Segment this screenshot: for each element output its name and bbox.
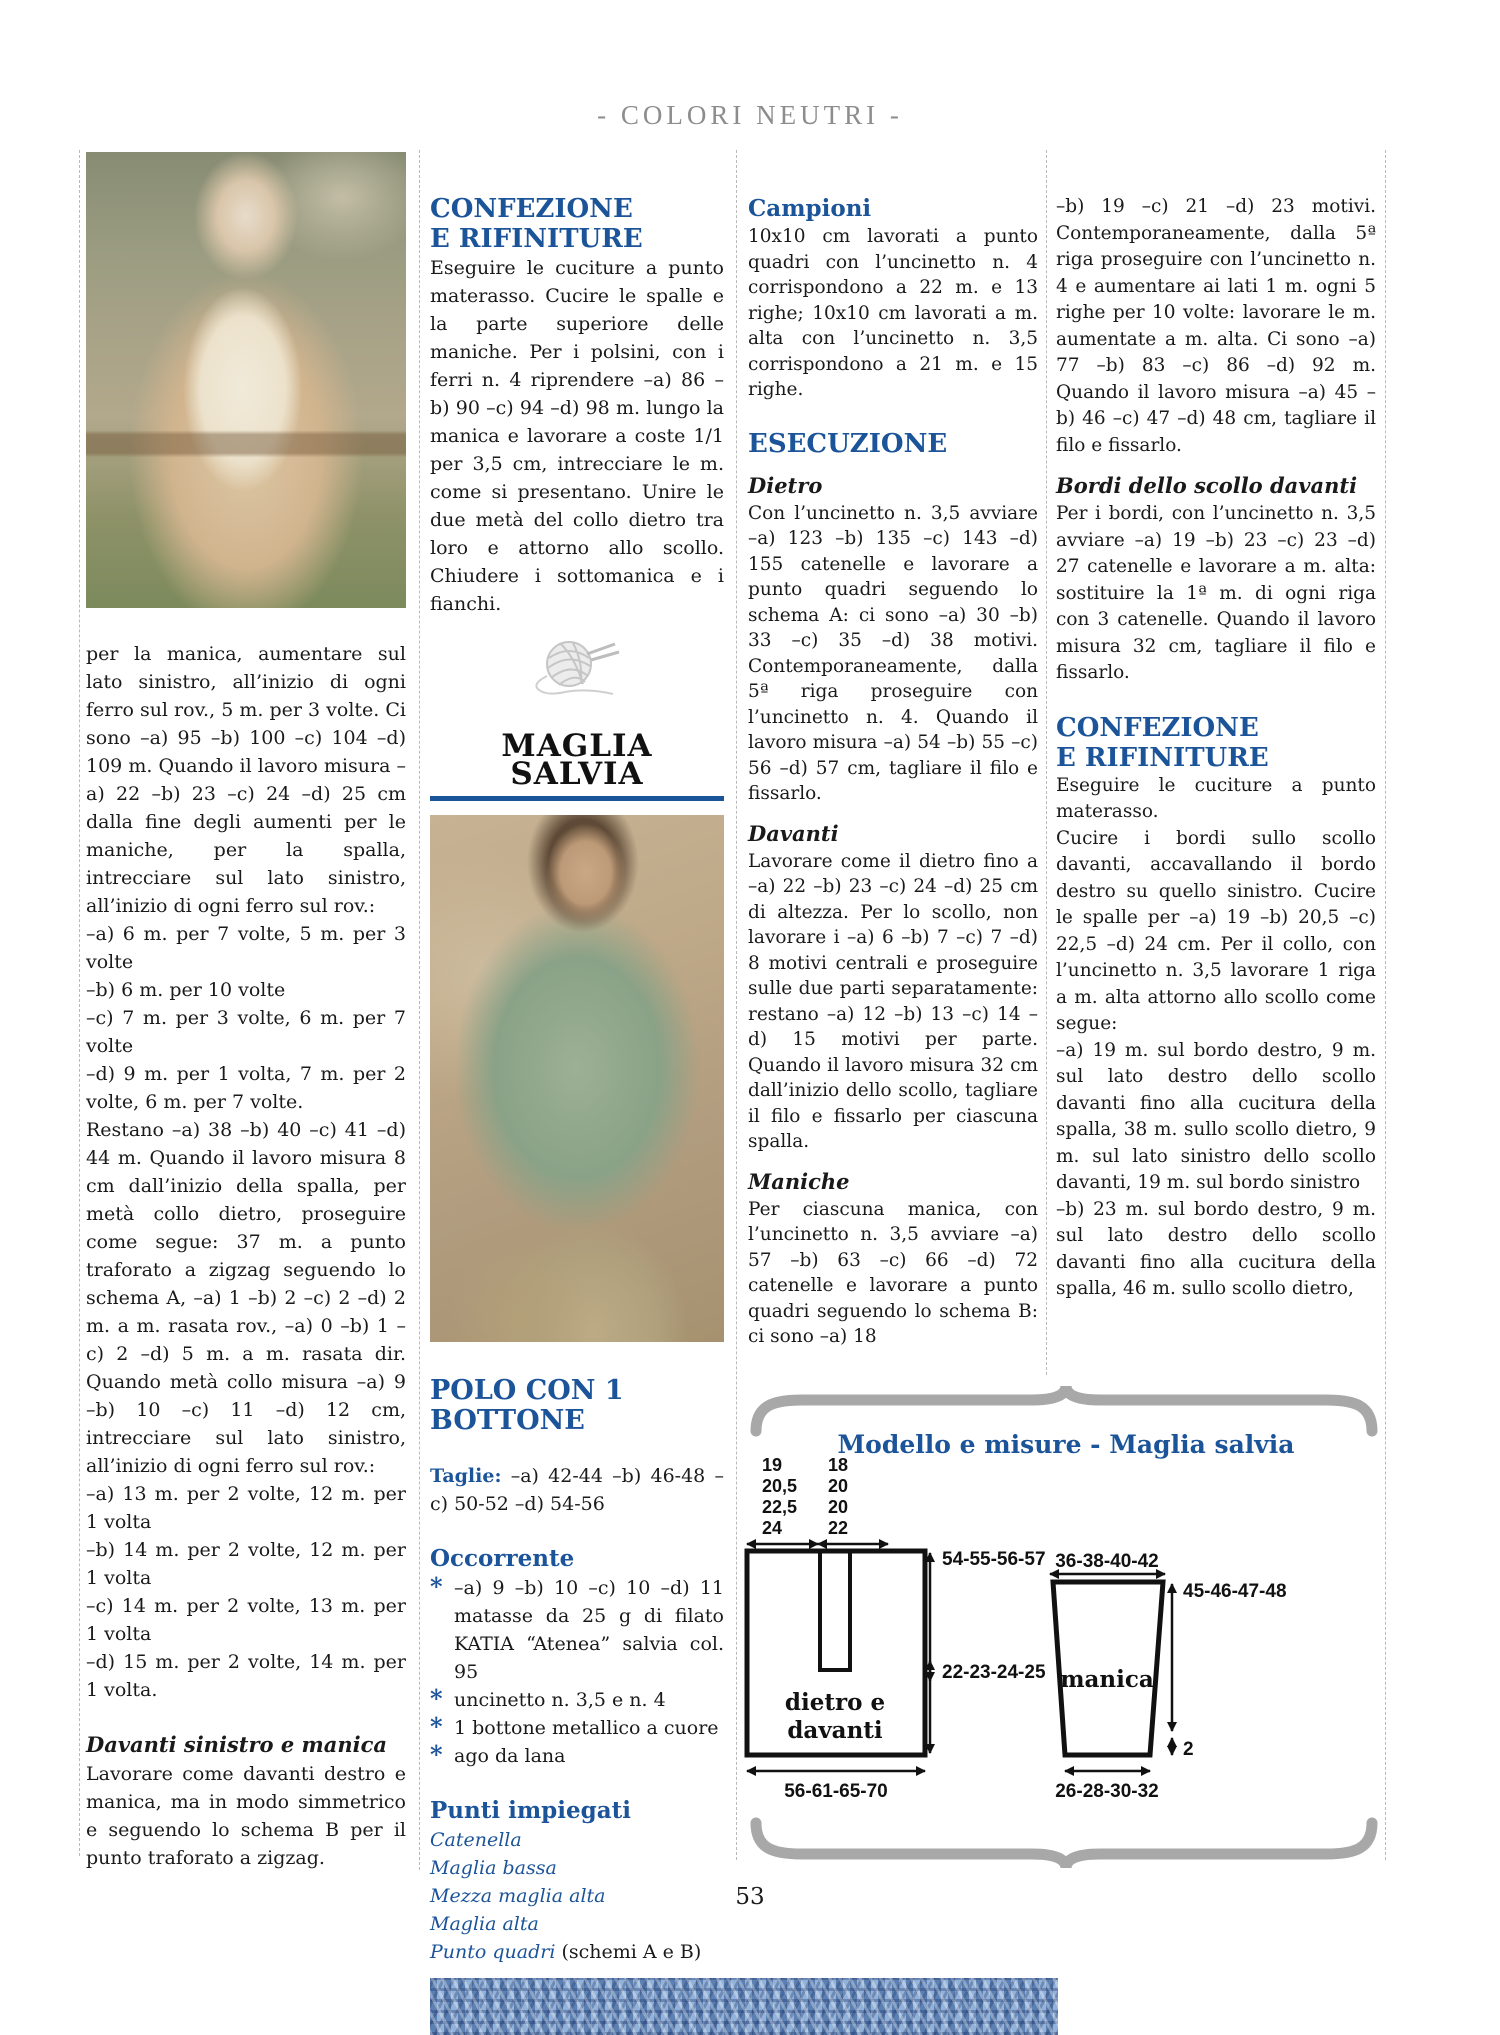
column-divider (1046, 150, 1047, 1375)
campioni-heading: Campioni (748, 195, 872, 222)
diagram-title: Modello e misure - Maglia salvia (837, 1430, 1295, 1459)
instruction-paragraph: –b) 23 m. sul bordo destro, 9 m. sul lato destro dello scollo davanti fino alla cucitura della spalla, 46 m. sullo scollo dietro, (1056, 1198, 1376, 1299)
neck-slit (820, 1551, 850, 1670)
instruction-paragraph: Cucire i bordi sullo scollo davanti, accavallando il bordo destro su quello sinistro. Cucire le spalle per –a) 19 –b) 20,5 –c) 22,5 –d) 24 cm. Per il collo, con l’uncinetto n. 3,5 lavorare 1 riga a m. alta attorno allo scollo come segue: (1056, 827, 1376, 1034)
instruction-line: –d) 9 m. per 1 volta, 7 m. per 2 volte, 6 m. per 7 volte. (86, 1063, 406, 1113)
column-divider (419, 150, 420, 1870)
neck-measure: 20 (828, 1497, 849, 1517)
neck-measure: 20 (828, 1476, 849, 1496)
bottom-brace (756, 1823, 1372, 1868)
instruction-line: –c) 7 m. per 3 volte, 6 m. per 7 volte (86, 1007, 406, 1057)
instruction-paragraph: Eseguire le cuciture a punto materasso. Cucire le spalle e la parte superiore delle maniche. Per i polsini, con i ferri n. 4 riprendere –a) 86 –b) 90 –c) 94 –d) 98 m. lungo la manica e lavorare a coste 1/1 per 3,5 cm, intrecciare le m. come si presentano. Unire le due metà del collo dietro tra loro e attorno allo scollo. Chiudere i sottomanica e i fianchi. (430, 257, 724, 615)
esecuzione-heading: ESECUZIONE (748, 428, 948, 459)
column-divider (736, 150, 737, 1860)
materials-item: * ago da lana (430, 1740, 566, 1769)
asterisk-bullet: * (430, 1712, 443, 1741)
neck-measure: 22 (828, 1518, 849, 1538)
gauge-paragraph: 10x10 cm lavorati a punto quadri con l’uncinetto n. 4 corrispondono a 22 m. e 13 righe; 10x10 cm lavorati a m. alta con l’uncinetto n. 3,5 corrispondono a 21 m. e 15 righe. (748, 226, 1038, 400)
section-heading-confezione-2: CONFEZIONE E RIFINITURE (1056, 712, 1269, 773)
taglie-label: Taglie: (430, 1465, 502, 1487)
instruction-line: –c) 14 m. per 2 volte, 13 m. per 1 volta (86, 1595, 406, 1645)
body-label: davanti (787, 1717, 883, 1744)
stitch-item: Catenella (430, 1829, 522, 1851)
materials-item: * –a) 9 –b) 10 –c) 10 –d) 11 matasse da 25 g di filato KATIA “Atenea” salvia col. 95 (430, 1574, 724, 1686)
instruction-paragraph: Lavorare come davanti destro e manica, ma in modo simmetrico e seguendo lo schema B per il punto traforato a zigzag. (86, 1763, 406, 1869)
neck-measure: 18 (828, 1455, 849, 1475)
instruction-paragraph: Con l’uncinetto n. 3,5 avviare –a) 123 –b) 135 –c) 143 –d) 155 catenelle e lavorare a punto quadri seguendo lo schema A: ci sono –a) 30 –b) 33 –c) 35 –d) 38 motivi. Contemporaneamente, dalla 5ª riga proseguire con l’uncinetto n. 4. Quando il lavoro misura –a) 54 –b) 55 –c) 56 –d) 57 cm, tagliare il filo e fissarlo. (748, 502, 1038, 804)
shoulder-measure: 22,5 (762, 1497, 798, 1517)
body-height-measure: 54-55-56-57 (942, 1549, 1046, 1570)
materials-item: * uncinetto n. 3,5 e n. 4 (430, 1684, 666, 1713)
subheading-davanti-sinistro: Davanti sinistro e manica (86, 1732, 387, 1757)
punti-heading: Punti impiegati (430, 1797, 631, 1824)
sleeve-label: manica (1060, 1666, 1154, 1693)
instruction-paragraph: –b) 19 –c) 21 –d) 23 motivi. Contemporaneamente, dalla 5ª riga proseguire con l’uncinetto n. 4 e aumentare ai lati 1 m. ogni 5 righe per 10 volte: lavorare le m. aumentate a m. alta. Ci sono –a) 77 –b) 83 –c) 86 –d) 92 m. Quando il lavoro misura –a) 45 –b) 46 –c) 47 –d) 48 cm, tagliare il filo e fissarlo. (1056, 196, 1376, 456)
stitch-item: Maglia bassa (430, 1857, 557, 1879)
stitch-item: Mezza maglia alta (430, 1885, 606, 1907)
column-divider (79, 150, 80, 1856)
column-4 (1056, 194, 1376, 1303)
instruction-paragraph: Eseguire le cuciture a punto materasso. (1056, 774, 1376, 822)
column-1 (86, 152, 406, 1872)
photo-sage-polo (430, 815, 724, 1342)
shoulder-measure: 19 (762, 1455, 783, 1475)
body-width-measure: 56-61-65-70 (784, 1781, 888, 1802)
schematic-diagram (740, 1383, 1388, 1883)
sizes-line: Taglie: –a) 42-44 –b) 46-48 –c) 50-52 –d) 54-56 (430, 1465, 724, 1515)
section-heading-confezione: CONFEZIONE E RIFINITURE (430, 194, 643, 254)
column-3 (748, 194, 1038, 1350)
neck-depth-measure: 22-23-24-25 (942, 1662, 1046, 1683)
sleeve-bottom-measure: 26-28-30-32 (1055, 1781, 1159, 1802)
yarn-ball-icon (517, 632, 637, 704)
instruction-paragraph: Per i bordi, con l’uncinetto n. 3,5 avviare –a) 19 –b) 23 –c) 23 –d) 27 catenelle e lavorare a m. alta: sostituire la 1ª m. di ogni riga con 3 catenelle. Quando il lavoro misura 32 cm, tagliare il filo e fissarlo. (1056, 503, 1376, 683)
stitch-item: Punto quadri (schemi A e B) (430, 1941, 702, 1963)
instruction-line: –b) 14 m. per 2 volte, 12 m. per 1 volta (86, 1539, 406, 1589)
pattern-title-polo: POLO CON 1 BOTTONE (430, 1375, 624, 1436)
instruction-paragraph: Restano –a) 38 –b) 40 –c) 41 –d) 44 m. Quando il lavoro misura 8 cm dall’inizio della spalla, per metà collo dietro, proseguire come segue: 37 m. a punto traforato a zigzag seguendo lo schema A, –a) 1 –b) 2 –c) 2 –d) 2 m. a m. rasata rov., –a) 0 –b) 1 –c) 2 –d) 5 m. a m. rasata dir. Quando metà collo misura –a) 9 –b) 10 –c) 11 –d) 12 cm, intrecciare sul lato sinistro, all’inizio di ogni ferro sul rov.: (86, 1119, 406, 1477)
materials-item: * 1 bottone metallico a cuore (430, 1712, 719, 1741)
instruction-paragraph: Per ciascuna manica, con l’uncinetto n. 3,5 avviare –a) 57 –b) 63 –c) 66 –d) 72 catenelle e lavorare a punto quadri seguendo lo schema B: ci sono –a) 18 (748, 1198, 1038, 1347)
maniche-subheading: Maniche (748, 1168, 850, 1194)
instruction-line: –a) 6 m. per 7 volte, 5 m. per 3 volte (86, 923, 406, 973)
stitch-item: Maglia alta (430, 1913, 539, 1935)
instruction-line: –b) 6 m. per 10 volte (86, 979, 286, 1001)
davanti-subheading: Davanti (748, 820, 839, 846)
dietro-subheading: Dietro (748, 472, 823, 498)
shoulder-measure: 24 (762, 1518, 783, 1538)
instruction-paragraph: –a) 19 m. sul bordo destro, 9 m. sul lato destro dello scollo davanti fino alla cucitura della spalla, 38 m. sullo scollo dietro, 9 m. sul lato sinistro dello scollo davanti, 19 m. sul bordo sinistro (1056, 1039, 1376, 1193)
body-label: dietro e (784, 1689, 886, 1716)
asterisk-bullet: * (430, 1684, 443, 1713)
sleeve-height-measure: 45-46-47-48 (1183, 1581, 1287, 1602)
instruction-paragraph: Lavorare come il dietro fino a –a) 22 –b) 23 –c) 24 –d) 25 cm di altezza. Per lo scollo, non lavorare i –a) 6 –b) 7 –c) 7 –d) 8 motivi centrali e proseguire sulle due parti separatamente: restano –a) 12 –b) 13 –c) 14 –d) 15 motivi per parte. Quando il lavoro misura 32 cm dall’inizio dello scollo, tagliare il filo e fissarlo per ciascuna spalla. (748, 850, 1038, 1152)
photo-beige-cardigan (86, 152, 406, 608)
instruction-line: –d) 15 m. per 2 volte, 14 m. per 1 volta. (86, 1651, 406, 1701)
yarn-divider (430, 632, 724, 712)
photo-blue-crochet-strip (430, 1978, 1058, 2035)
bordi-subheading: Bordi dello scollo davanti (1056, 473, 1358, 498)
column-2 (430, 194, 724, 1966)
occorrente-heading: Occorrente (430, 1545, 575, 1572)
pattern-title-maglia-salvia: MAGLIA SALVIA (430, 732, 724, 801)
shoulder-measure: 20,5 (762, 1476, 798, 1496)
page-number: 53 (735, 1884, 765, 1910)
asterisk-bullet: * (430, 1740, 443, 1769)
top-brace (756, 1386, 1372, 1431)
sleeve-top-measure: 36-38-40-42 (1055, 1551, 1159, 1572)
asterisk-bullet: * (430, 1572, 443, 1601)
page-header: - COLORI NEUTRI - (597, 100, 903, 130)
instruction-paragraph: per la manica, aumentare sul lato sinistro, all’inizio di ogni ferro sul rov., 5 m. per 3 volte. Ci sono –a) 95 –b) 100 –c) 104 –d) 109 m. Quando il lavoro misura –a) 22 –b) 23 –c) 24 –d) 25 cm dalla fine degli aumenti per le maniche, per la spalla, intrecciare sul lato sinistro, all’inizio di ogni ferro sul rov.: (86, 643, 406, 917)
instruction-line: –a) 13 m. per 2 volte, 12 m. per 1 volta (86, 1483, 406, 1533)
cuff-measure: 2 (1183, 1739, 1194, 1760)
